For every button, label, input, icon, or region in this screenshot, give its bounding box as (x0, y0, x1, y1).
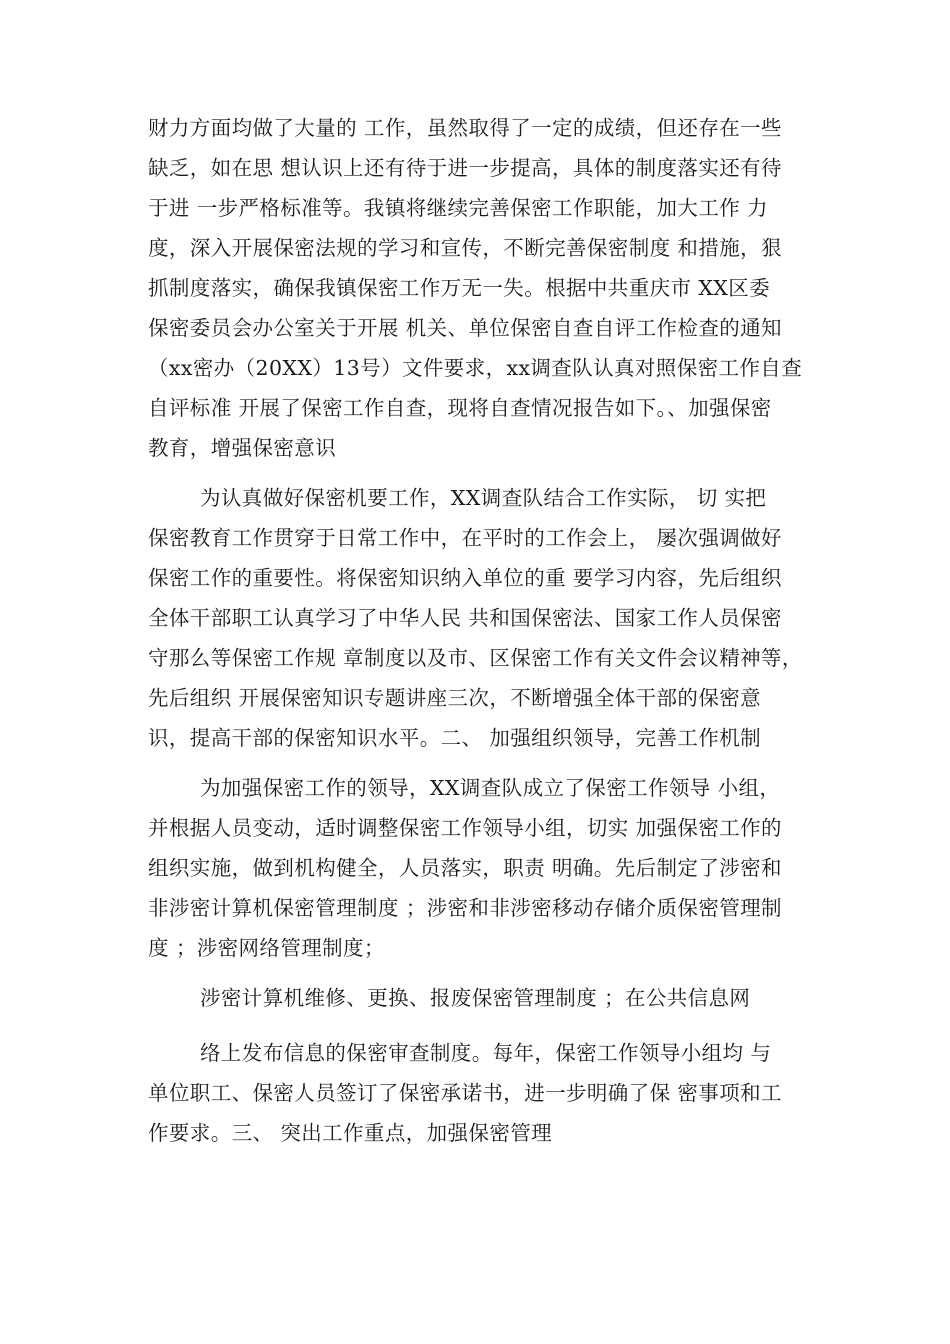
text-line: 度 ；涉密网络管理制度； (148, 936, 385, 960)
text-line: 缺乏，如在思 想认识上还有待于进一步提高，具体的制度落实还有待 (148, 156, 782, 180)
text-line: 保密委员会办公室关于开展 机关、单位保密自查自评工作检查的通知 (148, 316, 782, 340)
text-line: 保密工作的重要性。将保密知识纳入单位的重 要学习内容，先后组织 (148, 566, 782, 590)
text-line: 全体干部职工认真学习了中华人民 共和国保密法、国家工作人员保密 (148, 606, 782, 630)
text-line: 保密教育工作贯穿于日常工作中，在平时的工作会上， 屡次强调做好 (148, 526, 782, 550)
text-line: 抓制度落实，确保我镇保密工作万无一失。根据中共重庆市 XX区委 (148, 276, 771, 300)
text-line: 非涉密计算机保密管理制度 ；涉密和非涉密移动存储介质保密管理制 (148, 896, 782, 920)
text-line: 涉密计算机维修、更换、报废保密管理制度 ；在公共信息网 (200, 986, 751, 1010)
text-line: （xx密办（20XX）13号）文件要求，xx调查队认真对照保密工作自查 (148, 356, 803, 380)
text-line: 为认真做好保密机要工作，XX调查队结合工作实际， 切 实把 (200, 486, 767, 510)
text-line: 络上发布信息的保密审查制度。每年，保密工作领导小组均 与 (200, 1041, 772, 1065)
text-line: 识，提高干部的保密知识水平。二、 加强组织领导，完善工作机制 (148, 726, 762, 750)
text-line: 作要求。三、 突出工作重点，加强保密管理 (148, 1121, 553, 1145)
text-line: 为加强保密工作的领导，XX调查队成立了保密工作领导 小组， (200, 776, 781, 800)
text-line: 于进 一步严格标准等。我镇将继续完善保密工作职能，加大工作 力 (148, 196, 768, 220)
text-line: 单位职工、保密人员签订了保密承诺书，进一步明确了保 密事项和工 (148, 1081, 782, 1105)
text-line: 度，深入开展保密法规的学习和宣传，不断完善保密制度 和措施，狠 (148, 236, 782, 260)
text-line: 守那么等保密工作规 章制度以及市、区保密工作有关文件会议精神等， (148, 646, 803, 670)
text-line: 先后组织 开展保密知识专题讲座三次，不断增强全体干部的保密意 (148, 686, 762, 710)
text-line: 组织实施，做到机构健全，人员落实，职责 明确。先后制定了涉密和 (148, 856, 782, 880)
text-line: 财力方面均做了大量的 工作，虽然取得了一定的成绩，但还存在一些 (148, 116, 782, 140)
text-line: 教育，增强保密意识 (148, 436, 337, 460)
text-line: 自评标准 开展了保密工作自查，现将自查情况报告如下。、加强保密 (148, 396, 772, 420)
text-line: 并根据人员变动，适时调整保密工作领导小组，切实 加强保密工作的 (148, 816, 782, 840)
